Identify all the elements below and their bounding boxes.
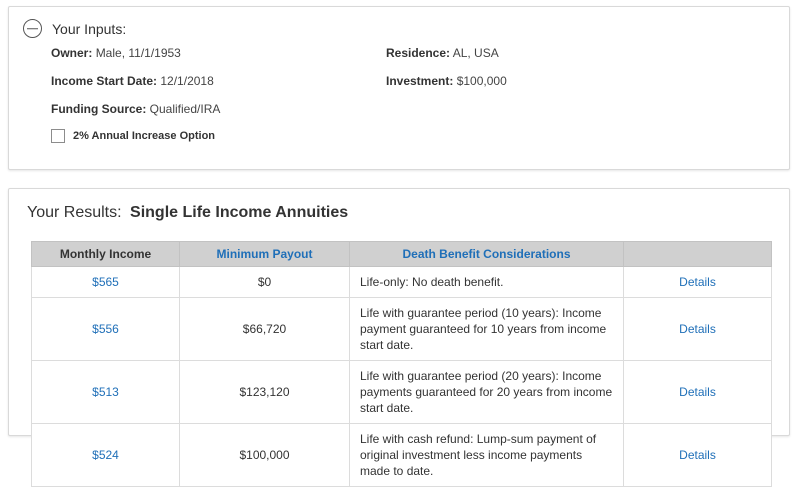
cell-details xyxy=(624,424,772,487)
table-row xyxy=(32,424,772,487)
monthly-income-link[interactable]: $513 xyxy=(92,385,119,399)
results-table-head xyxy=(32,242,772,267)
input-value-residence: AL, USA xyxy=(452,46,499,60)
monthly-income-link[interactable]: $565 xyxy=(92,275,119,289)
input-field-spacer xyxy=(386,101,721,117)
column-header-monthly-income: Monthly Income xyxy=(32,242,180,267)
table-row xyxy=(32,298,772,361)
cell-minimum-payout: $123,120 xyxy=(180,361,350,424)
inputs-panel-header[interactable] xyxy=(9,7,789,38)
annual-increase-label: 2% Annual Increase Option xyxy=(73,130,216,142)
your-inputs-panel xyxy=(8,6,790,170)
column-header-minimum-payout: Minimum Payout xyxy=(180,242,350,267)
cell-death-benefit-description: Life with cash refund: Lump-sum payment of original investment less income payments made to date. xyxy=(350,424,624,487)
results-title-prefix: Your Results: xyxy=(27,204,122,221)
input-field-owner xyxy=(51,45,386,61)
input-label-investment: Investment: xyxy=(386,74,454,88)
minus-circle-icon[interactable] xyxy=(23,19,42,38)
cell-minimum-payout: $100,000 xyxy=(180,424,350,487)
inputs-fields-grid xyxy=(51,45,771,143)
input-label-owner: Owner: xyxy=(51,46,93,60)
cell-monthly-income xyxy=(32,424,180,487)
details-link[interactable]: Details xyxy=(679,322,716,336)
input-field-income-start-date xyxy=(51,73,386,89)
cell-death-benefit-description: Life with guarantee period (20 years): Income payments guaranteed for 20 years from income start date. xyxy=(350,361,624,424)
cell-death-benefit-description: Life-only: No death benefit. xyxy=(350,267,624,298)
results-panel-title xyxy=(27,204,348,222)
input-label-residence: Residence: xyxy=(386,46,451,60)
cell-monthly-income xyxy=(32,361,180,424)
table-header-row xyxy=(32,242,772,267)
inputs-row xyxy=(51,73,771,89)
input-label-funding-source: Funding Source: xyxy=(51,102,147,116)
cell-death-benefit-description: Life with guarantee period (10 years): Income payment guaranteed for 10 years from income start date. xyxy=(350,298,624,361)
cell-details xyxy=(624,361,772,424)
column-header-details xyxy=(624,242,772,267)
table-row xyxy=(32,267,772,298)
input-field-funding-source xyxy=(51,101,386,117)
input-label-income-start-date: Income Start Date: xyxy=(51,74,158,88)
input-value-owner: Male, 11/1/1953 xyxy=(95,46,181,60)
details-link[interactable]: Details xyxy=(679,448,716,462)
annual-increase-option-row[interactable] xyxy=(51,129,771,143)
your-results-panel xyxy=(8,188,790,478)
results-table xyxy=(31,241,772,487)
inputs-row xyxy=(51,101,771,117)
details-link[interactable]: Details xyxy=(679,275,716,289)
input-field-investment xyxy=(386,73,721,89)
annual-increase-checkbox[interactable] xyxy=(51,129,65,143)
cell-minimum-payout: $0 xyxy=(180,267,350,298)
monthly-income-link[interactable]: $524 xyxy=(92,448,119,462)
input-value-income-start-date: 12/1/2018 xyxy=(160,74,214,88)
cell-monthly-income xyxy=(32,298,180,361)
monthly-income-link[interactable]: $556 xyxy=(92,322,119,336)
inputs-panel-title: Your Inputs: xyxy=(52,20,127,37)
cell-minimum-payout: $66,720 xyxy=(180,298,350,361)
cell-details xyxy=(624,267,772,298)
table-row xyxy=(32,361,772,424)
input-field-residence xyxy=(386,45,721,61)
inputs-row xyxy=(51,45,771,61)
results-table-body xyxy=(32,267,772,487)
input-value-investment: $100,000 xyxy=(456,74,507,88)
cell-details xyxy=(624,298,772,361)
column-header-death-benefit: Death Benefit Considerations xyxy=(350,242,624,267)
input-value-funding-source: Qualified/IRA xyxy=(149,102,221,116)
results-title-main: Single Life Income Annuities xyxy=(130,204,349,221)
details-link[interactable]: Details xyxy=(679,385,716,399)
cell-monthly-income xyxy=(32,267,180,298)
